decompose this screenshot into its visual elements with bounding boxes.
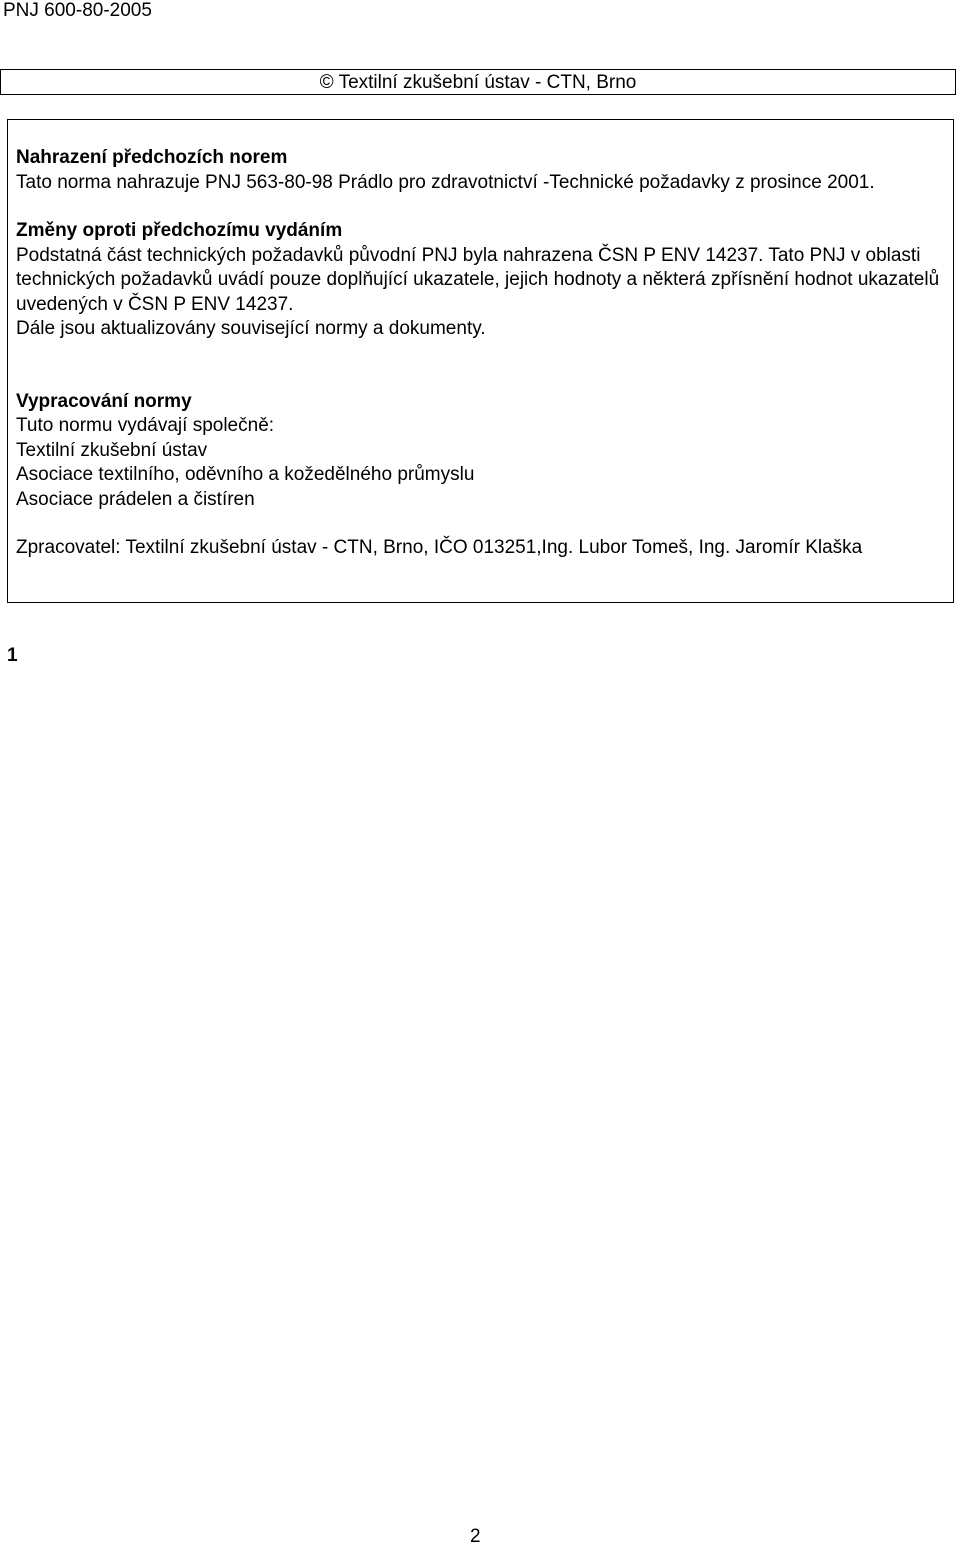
preparation-heading: Vypracování normy: [16, 390, 192, 412]
processor-text: Zpracovatel: Textilní zkušební ústav - CTN, Brno, IČO 013251,Ing. Lubor Tomeš, Ing. Jaromír Klaška: [16, 537, 863, 558]
document-code: PNJ 600-80-2005: [3, 0, 152, 21]
issuer-1: Textilní zkušební ústav: [16, 439, 208, 461]
replacement-heading: Nahrazení předchozích norem: [16, 147, 288, 168]
changes-text: Podstatná část technických požadavků původní PNJ byla nahrazena ČSN P ENV 14237. Tato PNJ v oblasti technických požadavků uvádí pouze doplňující ukazatele, jejich hodnoty a některá zpřísnění hodnot ukazatelů uvedených v ČSN P ENV 14237.: [16, 244, 940, 315]
replacement-text: Tato norma nahrazuje PNJ 563-80-98 Prádlo pro zdravotnictví -Technické požadavky z prosince 2001.: [16, 171, 875, 193]
issued-by-text: Tuto normu vydávají společně:: [16, 415, 275, 436]
issuer-2: Asociace textilního, oděvního a kožedělného průmyslu: [16, 464, 475, 485]
issuer-3: Asociace prádelen a čistíren: [16, 488, 255, 510]
copyright-banner: © Textilní zkušební ústav - CTN, Brno: [0, 69, 956, 95]
page-number: 2: [470, 1526, 481, 1547]
changes-heading: Změny oproti předchozímu vydáním: [16, 220, 343, 241]
changes-text-2: Dále jsou aktualizovány související normy a dokumenty.: [16, 318, 486, 339]
page-marker: 1: [7, 645, 18, 666]
norm-info-box: [7, 119, 954, 603]
